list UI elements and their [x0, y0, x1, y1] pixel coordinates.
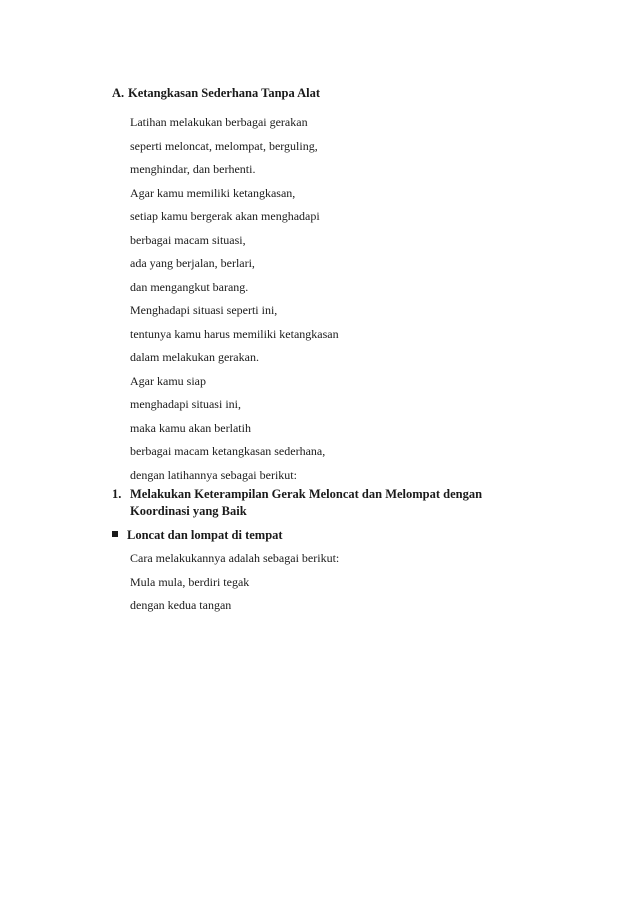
item-title: Melakukan Keterampilan Gerak Meloncat dan Melompat dengan Koordinasi yang Baik	[130, 487, 483, 518]
paragraph-line: Mula mula, berdiri tegak	[130, 574, 250, 589]
paragraph-line: Latihan melakukan berbagai gerakan	[130, 115, 308, 129]
paragraph-line: menghadapi situasi ini,	[130, 397, 241, 411]
paragraph-line: berbagai macam ketangkasan sederhana,	[130, 444, 326, 458]
numbered-heading-1	[112, 486, 542, 520]
bullet-paragraph	[130, 547, 339, 618]
paragraph-line: maka kamu akan berlatih	[130, 420, 251, 435]
item-number: 1.	[112, 487, 122, 501]
paragraph-line: seperti meloncat, melompat, berguling,	[130, 138, 318, 153]
paragraph-line: tentunya kamu harus memiliki ketangkasan	[130, 326, 339, 341]
paragraph-line: dalam melakukan gerakan.	[130, 350, 259, 364]
paragraph-line: dengan kedua tangan	[130, 598, 232, 612]
paragraph-line: dan mengangkut barang.	[130, 279, 249, 294]
square-bullet-icon	[112, 531, 118, 537]
paragraph-line: Cara melakukannya adalah sebagai berikut:	[130, 551, 340, 565]
paragraph-line: menghindar, dan berhenti.	[130, 162, 256, 176]
paragraph-line: dengan latihannya sebagai berikut:	[130, 467, 297, 482]
paragraph-line: Agar kamu siap	[130, 373, 206, 388]
bullet-heading	[112, 528, 283, 543]
paragraph-line: Agar kamu memiliki ketangkasan,	[130, 185, 296, 200]
paragraph-line: setiap kamu bergerak akan menghadapi	[130, 209, 320, 223]
paragraph-line: ada yang berjalan, berlari,	[130, 256, 255, 270]
paragraph-line: berbagai macam situasi,	[130, 232, 246, 247]
section-a-heading	[112, 86, 320, 101]
section-a-title: Ketangkasan Sederhana Tanpa Alat	[128, 86, 321, 100]
section-a-paragraph	[130, 111, 339, 487]
paragraph-line: Menghadapi situasi seperti ini,	[130, 303, 278, 317]
section-a-marker: A.	[112, 86, 125, 100]
bullet-title: Loncat dan lompat di tempat	[127, 528, 283, 542]
